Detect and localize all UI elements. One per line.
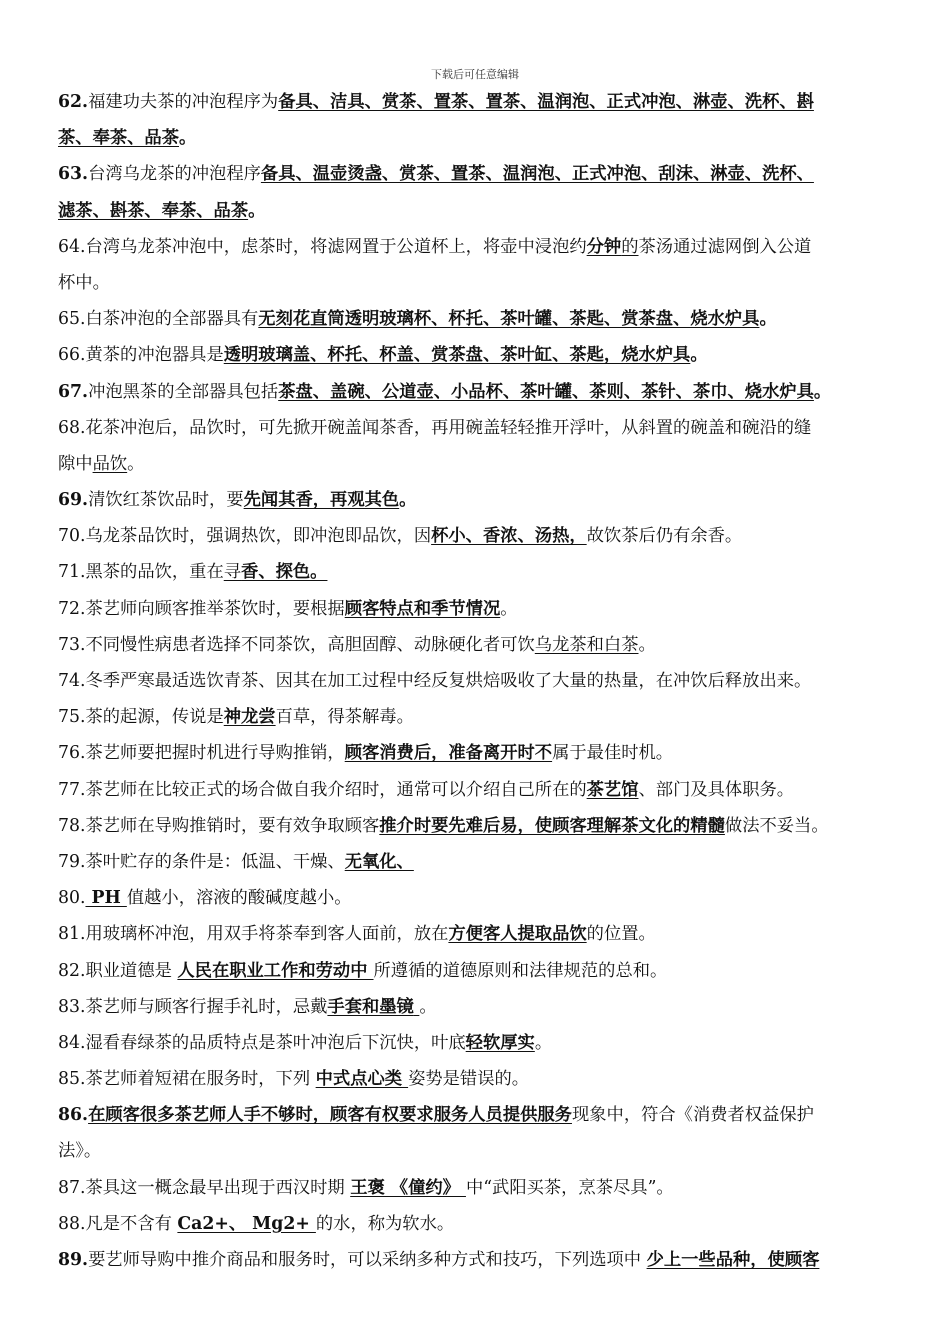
text-line bbox=[58, 518, 898, 554]
text-segment: 姿势是错误的。 bbox=[408, 1069, 530, 1090]
text-line bbox=[58, 735, 898, 771]
answer-text: 王褒 《僮约》 bbox=[350, 1177, 466, 1198]
text-segment: 73.不同慢性病患者选择不同茶饮，高胆固醇、动脉硬化者可饮 bbox=[58, 634, 535, 655]
text-line bbox=[58, 844, 898, 880]
text-segment: 88.凡是不含有 bbox=[58, 1213, 178, 1234]
text-segment: 85.茶艺师着短裙在服务时，下列 bbox=[58, 1069, 316, 1090]
text-segment: 值越小，溶液的酸碱度越小。 bbox=[126, 888, 352, 909]
text-segment: 。 bbox=[248, 200, 266, 221]
answer-text: 无氧化、 bbox=[344, 851, 414, 872]
text-segment: 福建功夫茶的冲泡程序为 bbox=[88, 92, 279, 112]
text-line bbox=[58, 265, 898, 301]
answer-text: 少上一些品种，使顾客 bbox=[646, 1250, 820, 1270]
text-line bbox=[58, 229, 898, 265]
text-segment: 故饮茶后仍有余香。 bbox=[586, 526, 743, 547]
text-line bbox=[58, 301, 898, 337]
text-line bbox=[58, 1242, 898, 1278]
answer-text: 神龙尝 bbox=[223, 707, 276, 728]
text-segment: 法》。 bbox=[58, 1141, 102, 1162]
text-segment: 。 bbox=[690, 345, 708, 366]
text-line bbox=[58, 554, 898, 590]
text-segment: 。 bbox=[534, 1032, 553, 1053]
document-body bbox=[58, 84, 898, 1278]
text-line bbox=[58, 1133, 898, 1169]
text-line bbox=[58, 1206, 898, 1242]
text-segment: 75.茶的起源，传说是 bbox=[58, 707, 224, 728]
text-segment: 66.黄茶的冲泡器具是 bbox=[58, 345, 224, 366]
answer-text: 人民在职业工作和劳动中 bbox=[177, 960, 374, 981]
text-segment: 所遵循的道德原则和法律规范的总和。 bbox=[373, 960, 668, 981]
answer-text: 乌龙茶和白茶 bbox=[534, 634, 639, 655]
text-line bbox=[58, 880, 898, 916]
text-line bbox=[58, 120, 898, 156]
text-segment: 中“武阳买茶，烹茶尽具”。 bbox=[465, 1177, 674, 1198]
text-segment: 65.白茶冲泡的全部器具有 bbox=[58, 309, 259, 330]
text-segment: 。 bbox=[500, 598, 518, 619]
text-segment: 79.茶叶贮存的条件是：低温、干燥、 bbox=[58, 851, 345, 872]
text-line bbox=[58, 1061, 898, 1097]
text-line bbox=[58, 663, 898, 699]
answer-text: 杯小、香浓、汤热， bbox=[431, 526, 587, 547]
text-line bbox=[58, 410, 898, 446]
text-segment: 隙中 bbox=[58, 453, 93, 474]
answer-text: 在顾客很多茶艺师人手不够时，顾客有权要求服务人员提供服务 bbox=[88, 1105, 572, 1126]
text-line bbox=[58, 482, 898, 518]
text-segment: 80. bbox=[58, 888, 86, 909]
text-segment: 70.乌龙茶品饮时，强调热饮，即冲泡即品饮，因 bbox=[58, 526, 432, 547]
text-segment: 。 bbox=[813, 381, 832, 402]
text-line bbox=[58, 193, 898, 229]
text-line bbox=[58, 808, 898, 844]
answer-text: 透明玻璃盖、杯托、杯盖、赏茶盘、茶叶缸、茶匙，烧水炉具 bbox=[223, 345, 691, 366]
answer-text: 茶盘、盖碗、公道壶、小品杯、茶叶罐、茶则、茶针、茶巾、烧水炉具 bbox=[278, 381, 814, 402]
answer-text: 方便客人提取品饮 bbox=[448, 924, 587, 945]
text-segment: 属于最佳时机。 bbox=[552, 743, 674, 764]
text-segment: 78.茶艺师在导购推销时，要有效争取顾客 bbox=[58, 815, 380, 836]
text-line bbox=[58, 1170, 898, 1206]
text-segment: 69. bbox=[58, 490, 89, 511]
text-segment: 74.冬季严寒最适选饮青茶、因其在加工过程中经反复烘焙吸收了大量的热量，在冲饮后释放出来。 bbox=[58, 671, 812, 691]
answer-text: 香、探色。 bbox=[241, 562, 328, 583]
text-segment: 。 bbox=[419, 996, 437, 1017]
answer-text: 备具、洁具、赏茶、置茶、置茶、温润泡、正式冲泡、淋壶、洗杯、斟 bbox=[278, 92, 814, 112]
answer-text: 推介时要先难后易，使顾客理解茶文化的精髓 bbox=[379, 815, 725, 836]
text-line bbox=[58, 374, 898, 410]
text-segment: 清饮红茶饮品时，要 bbox=[88, 490, 244, 511]
text-segment: 77.茶艺师在比较正式的场合做自我介绍时，通常可以介绍自己所在的 bbox=[58, 779, 587, 800]
text-line bbox=[58, 446, 898, 482]
text-line bbox=[58, 772, 898, 808]
text-segment: 81.用玻璃杯冲泡，用双手将茶奉到客人面前，放在 bbox=[58, 924, 449, 945]
answer-text: 无刻花直筒透明玻璃杯、杯托、茶叶罐、茶匙、赏茶盘、烧水炉具 bbox=[258, 309, 760, 330]
answer-text: 品饮 bbox=[92, 453, 128, 474]
answer-text: 顾客特点和季节情况 bbox=[344, 598, 501, 619]
answer-text: 的 bbox=[621, 236, 639, 257]
text-line bbox=[58, 627, 898, 663]
text-segment: 。 bbox=[127, 453, 145, 474]
text-segment: 的水，称为软水。 bbox=[315, 1213, 455, 1234]
text-segment: 。 bbox=[759, 309, 777, 330]
text-segment: 71.黑茶的品饮，重在 bbox=[58, 562, 224, 583]
text-segment: 做法不妥当。 bbox=[724, 815, 829, 836]
answer-text: PH bbox=[85, 888, 127, 909]
answer-text: 手套和墨镜 bbox=[327, 996, 414, 1017]
answer-text: 茶艺馆 bbox=[586, 779, 639, 800]
answer-text: 分钟 bbox=[586, 236, 622, 257]
text-segment: 茶汤通过滤网倒入公道 bbox=[638, 236, 812, 257]
text-segment: 76.茶艺师要把握时机进行导购推销， bbox=[58, 743, 345, 764]
answer-text: 滤茶、斟茶、奉茶、品茶 bbox=[58, 200, 249, 221]
text-segment: 冲泡黑茶的全部器具包括 bbox=[88, 381, 279, 402]
page-header: 下载后可任意编辑 bbox=[431, 68, 519, 81]
text-segment: 83.茶艺师与顾客行握手礼时，忌戴 bbox=[58, 996, 328, 1017]
text-segment: 87.茶具这一概念最早出现于西汉时期 bbox=[58, 1177, 351, 1198]
text-segment: 百草，得茶解毒。 bbox=[275, 707, 414, 728]
text-segment: 64.台湾乌龙茶冲泡中，虑茶时，将滤网置于公道杯上，将壶中浸泡约 bbox=[58, 236, 587, 257]
text-line bbox=[58, 84, 898, 120]
text-line bbox=[58, 156, 898, 192]
text-segment: 要艺师导购中推介商品和服务时，可以采纳多种方式和技巧，下列选项中 bbox=[88, 1250, 647, 1270]
text-segment: 63. bbox=[58, 164, 89, 185]
text-segment: 。 bbox=[399, 490, 417, 511]
answer-text: 寻 bbox=[223, 562, 242, 583]
text-line bbox=[58, 1097, 898, 1133]
answer-text: 先闻其香，再观其色 bbox=[243, 490, 400, 511]
answer-text: 轻软厚实 bbox=[465, 1032, 535, 1053]
text-segment: 的位置。 bbox=[586, 924, 656, 945]
text-segment: 86. bbox=[58, 1105, 89, 1126]
text-segment: 89. bbox=[58, 1250, 89, 1270]
answer-text: 中式点心类 bbox=[315, 1069, 409, 1090]
text-line bbox=[58, 953, 898, 989]
text-line bbox=[58, 337, 898, 373]
text-line bbox=[58, 699, 898, 735]
text-segment: 68.花茶冲泡后，品饮时，可先掀开碗盖闻茶香，再用碗盖轻轻推开浮叶，从斜置的碗盖和碗沿的缝 bbox=[58, 417, 812, 438]
text-segment: 现象中，符合《消费者权益保护 bbox=[571, 1105, 814, 1126]
text-segment: 67. bbox=[58, 381, 89, 402]
text-segment: 84.湿看春绿茶的品质特点是茶叶冲泡后下沉快，叶底 bbox=[58, 1032, 466, 1053]
text-segment: 。 bbox=[638, 634, 656, 655]
text-segment: 台湾乌龙茶的冲泡程序 bbox=[88, 164, 261, 185]
text-segment: 72.茶艺师向顾客推举茶饮时，要根据 bbox=[58, 598, 345, 619]
text-segment: 62. bbox=[58, 92, 89, 112]
text-segment: 。 bbox=[178, 128, 197, 149]
text-line bbox=[58, 1025, 898, 1061]
answer-text: 备具、温壶烫盏、赏茶、置茶、温润泡、正式冲泡、刮沫、淋壶、洗杯、 bbox=[260, 164, 814, 185]
text-line bbox=[58, 916, 898, 952]
text-line bbox=[58, 989, 898, 1025]
text-segment: 杯中。 bbox=[58, 272, 110, 293]
text-line bbox=[58, 591, 898, 627]
answer-text: Ca2+、 Mg2+ bbox=[177, 1213, 316, 1234]
text-segment: 82.职业道德是 bbox=[58, 960, 178, 981]
answer-text: 顾客消费后，准备离开时不 bbox=[344, 743, 553, 764]
text-segment: 、部门及具体职务。 bbox=[638, 779, 795, 800]
answer-text: 茶、奉茶、品茶 bbox=[58, 128, 179, 149]
